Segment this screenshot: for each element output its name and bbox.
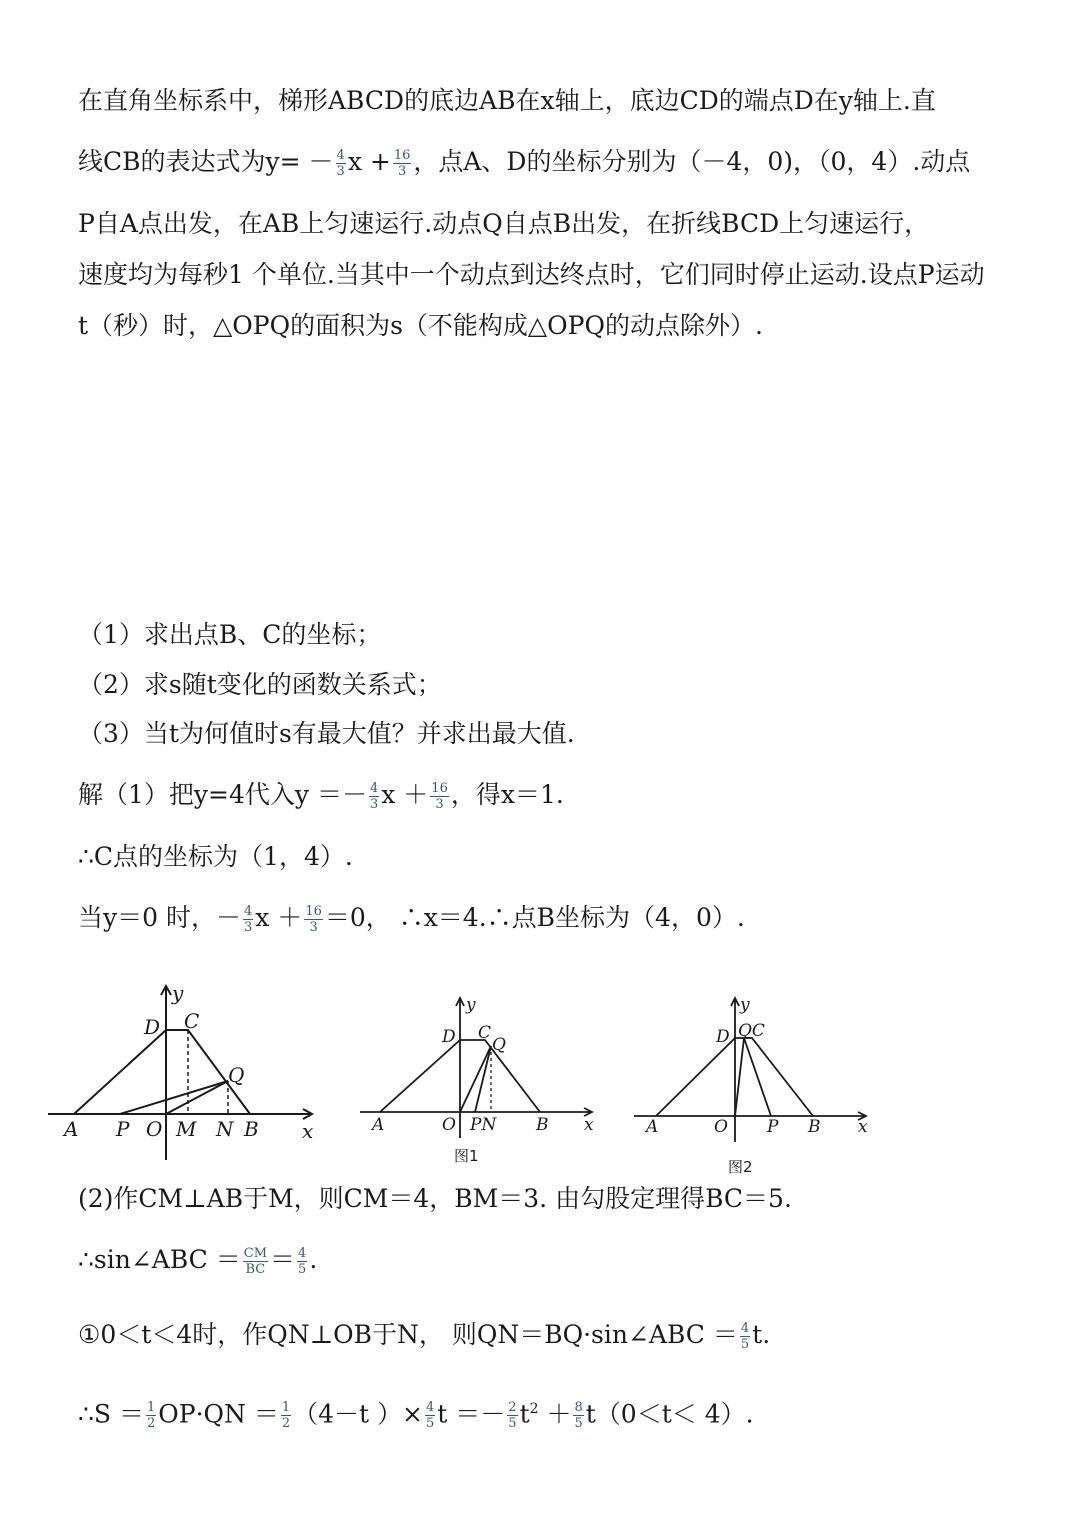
label-D: D — [442, 1027, 456, 1047]
question-3: （3）当t为何值时s有最大值？并求出最大值. — [78, 719, 575, 748]
fraction: $\frac{1}{2}$ — [146, 1400, 156, 1432]
problem-line-2: 线CB的表达式为y= － $\frac{4}{3}$ x + $\frac{16}{3}$ ，点A、D的坐标分别为（－4，0)，（0，4）.动点 — [78, 147, 971, 179]
label-PN: PN — [470, 1115, 497, 1135]
question-1: （1）求出点B、C的坐标； — [78, 620, 382, 649]
problem-line-3: P自A点出发，在AB上匀速运行.动点Q自点B出发，在折线BCD上匀速运行， — [78, 209, 930, 238]
label-D: D — [144, 1015, 161, 1039]
label-M: M — [176, 1117, 197, 1141]
label-P: P — [767, 1117, 779, 1137]
label-P: P — [116, 1117, 130, 1141]
fraction: $\frac{16}{3}$ — [305, 904, 322, 935]
fraction: $\frac{4}{5}$ — [298, 1246, 307, 1277]
label-B: B — [808, 1117, 821, 1137]
label-B: B — [536, 1115, 549, 1135]
fraction: $\frac{4}{3}$ — [336, 148, 345, 179]
figure-main — [48, 981, 313, 1160]
label-O: O — [714, 1117, 728, 1137]
label-C: C — [184, 1009, 200, 1033]
caption-figure-2: 图2 — [728, 1158, 753, 1176]
label-x: x — [858, 1117, 868, 1137]
problem-line-1: 在直角坐标系中，梯形ABCD的底边AB在x轴上，底边CD的端点D在y轴上.直 — [78, 86, 936, 115]
label-x: x — [584, 1115, 594, 1135]
label-D: D — [716, 1027, 730, 1047]
trapezoid-figures — [0, 980, 1080, 1180]
solution-line-5: ∴sin∠ABC ＝ $\frac{CM}{BC}$ ＝ $\frac{4}{5}$ . — [78, 1245, 318, 1277]
fraction: $\frac{16}{3}$ — [431, 781, 448, 812]
label-C: C — [478, 1023, 492, 1043]
label-N: N — [216, 1117, 234, 1141]
problem-line-5: t（秒）时，△OPQ的面积为s（不能构成△OPQ的动点除外）. — [78, 311, 763, 340]
fraction: $\frac{CM}{BC}$ — [243, 1246, 268, 1277]
fraction: $\frac{8}{5}$ — [574, 1400, 583, 1432]
label-O: O — [146, 1117, 163, 1141]
fraction: $\frac{4}{3}$ — [369, 781, 379, 812]
label-Q: Q — [492, 1035, 506, 1055]
solution-line-6: ①0＜t＜4时，作QN⊥OB于N， 则QN＝BQ·sin∠ABC ＝ $\frac{4}{5}$ t. — [78, 1320, 771, 1352]
solution-line-1: 解（1）把y=4代入y ＝－ $\frac{4}{3}$ x ＋ $\frac{16}{3}$ ，得x＝1. — [78, 780, 564, 812]
label-y: y — [466, 995, 476, 1015]
label-x: x — [302, 1119, 314, 1143]
label-Q: Q — [228, 1063, 245, 1087]
label-O: O — [442, 1115, 456, 1135]
solution-line-7: ∴S ＝ $\frac{1}{2}$ OP·QN ＝ $\frac{1}{2}$ （4－t ）× $\frac{4}{5}$ t ＝－ $\frac{2}{5}$ $t^2$ ＋ $\frac{8}{5}$ t（0＜t＜ 4）. — [78, 1399, 754, 1432]
label-A: A — [64, 1117, 79, 1141]
fraction: $\frac{4}{5}$ — [740, 1321, 750, 1352]
figure-2 — [634, 995, 868, 1176]
label-B: B — [244, 1117, 259, 1141]
solution-line-2: ∴C点的坐标为（1，4）. — [78, 842, 353, 871]
fraction: $\frac{16}{3}$ — [393, 148, 411, 179]
label-y: y — [172, 981, 184, 1005]
label-QC: QC — [738, 1021, 765, 1041]
solution-line-3: 当y＝0 时，－ $\frac{4}{3}$ x ＋ $\frac{16}{3}$ ＝0， ∴x＝4.∴点B坐标为（4，0）. — [78, 903, 745, 935]
problem-line-4: 速度均为每秒1 个单位.当其中一个动点到达终点时，它们同时停止运动.设点P运动 — [78, 260, 985, 289]
fraction: $\frac{1}{2}$ — [281, 1400, 291, 1432]
label-A: A — [372, 1115, 385, 1135]
question-2: （2）求s随t变化的函数关系式； — [78, 670, 442, 699]
label-y: y — [740, 995, 750, 1015]
figure-1 — [360, 995, 594, 1165]
fraction: $\frac{2}{5}$ — [508, 1400, 517, 1432]
fraction: $\frac{4}{5}$ — [426, 1400, 435, 1432]
caption-figure-1: 图1 — [454, 1147, 479, 1165]
fraction: $\frac{4}{3}$ — [243, 904, 253, 935]
solution-line-4: (2)作CM⊥AB于M，则CM＝4，BM＝3. 由勾股定理得BC＝5. — [78, 1184, 792, 1213]
label-A: A — [646, 1117, 659, 1137]
